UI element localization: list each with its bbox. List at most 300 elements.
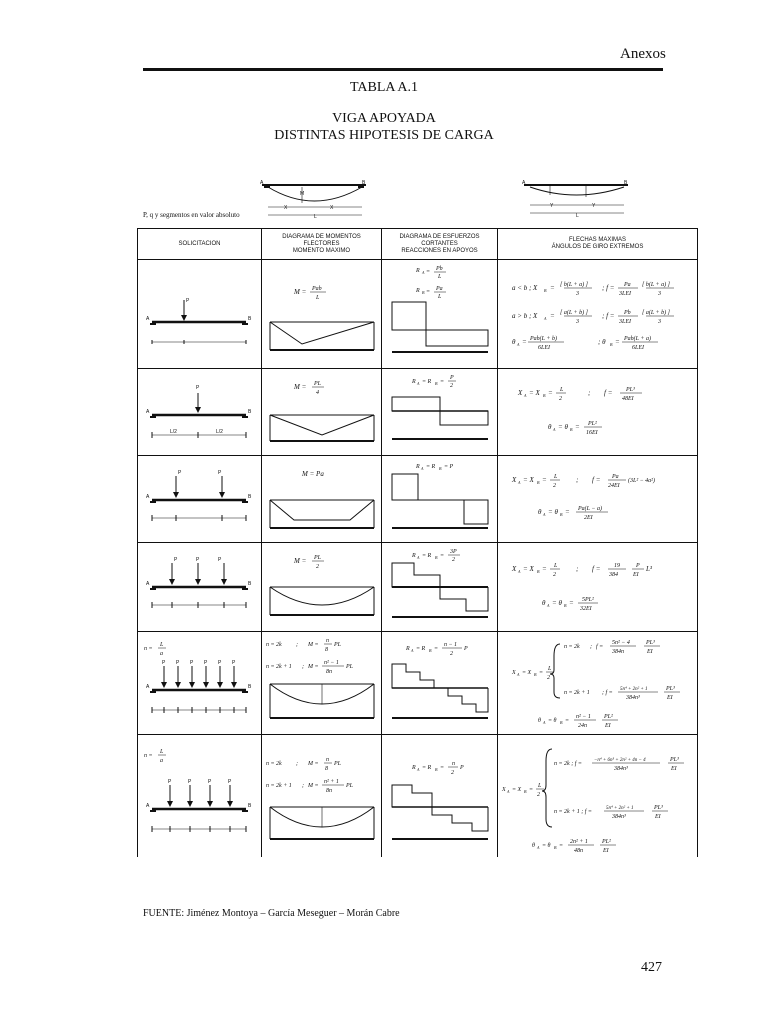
svg-text:P: P: [450, 375, 454, 381]
svg-text:n: n: [326, 638, 329, 644]
svg-text:=: =: [542, 476, 547, 484]
svg-text:Pb: Pb: [436, 266, 443, 272]
svg-text:; θ: ; θ: [598, 338, 606, 346]
svg-text:2: 2: [559, 396, 562, 402]
svg-text:2: 2: [553, 483, 556, 489]
svg-text:P: P: [464, 646, 468, 652]
svg-text:=: =: [615, 338, 620, 346]
svg-text:A: A: [146, 409, 150, 415]
header-solicitacion: SOLICITACION: [138, 229, 262, 260]
svg-text:384n: 384n: [612, 649, 624, 655]
shear-cell: [382, 260, 498, 369]
svg-text:= X: = X: [522, 670, 532, 676]
svg-text:Y: Y: [550, 203, 554, 209]
svg-text:= θ: = θ: [558, 423, 568, 431]
svg-text:=: =: [426, 269, 431, 275]
load-diagram: [138, 456, 262, 543]
svg-text:=: =: [522, 338, 527, 346]
svg-text:B: B: [610, 342, 613, 347]
moment-cell: [262, 260, 382, 369]
svg-text:2: 2: [451, 770, 454, 776]
svg-text:X: X: [512, 670, 516, 676]
svg-text:A: A: [146, 494, 150, 500]
svg-text:P: P: [188, 779, 192, 785]
svg-text:A: A: [422, 270, 425, 275]
svg-text:n − 1: n − 1: [444, 642, 458, 648]
svg-text:2: 2: [553, 572, 556, 578]
table-row: [138, 543, 698, 632]
svg-text:B: B: [524, 789, 527, 794]
svg-text:;: ;: [576, 565, 579, 573]
svg-text:=: =: [440, 379, 445, 385]
load-diagram: [138, 735, 262, 858]
svg-text:3P: 3P: [450, 549, 457, 555]
moment-diagram: [262, 632, 382, 734]
load-diagram: [138, 632, 262, 735]
deflection-cell: [498, 369, 698, 456]
svg-text:n = 2k + 1: n = 2k + 1: [266, 664, 292, 670]
svg-text:M =: M =: [294, 557, 307, 565]
svg-text:n =: n =: [144, 753, 153, 759]
svg-text:P: P: [196, 557, 200, 563]
svg-text:A: A: [518, 480, 521, 485]
svg-text:R: R: [416, 464, 420, 470]
deflection-cell: [498, 260, 698, 369]
svg-text:P: P: [208, 779, 212, 785]
load-diagram: [138, 543, 262, 632]
svg-text:= X: = X: [523, 476, 534, 484]
load-diagram: [138, 369, 262, 456]
svg-text:n: n: [326, 757, 329, 763]
shear-diagram: [382, 369, 498, 455]
svg-text:=: =: [565, 718, 570, 724]
svg-text:B: B: [560, 512, 563, 517]
svg-text:8: 8: [325, 647, 328, 653]
svg-text:R: R: [412, 379, 416, 385]
shear-diagram: [382, 543, 498, 631]
load-diagram: [138, 260, 262, 369]
deflection-cell: [498, 735, 698, 858]
svg-text:5PL²: 5PL²: [582, 597, 594, 603]
svg-text:n =: n =: [144, 646, 153, 652]
svg-text:f =: f =: [592, 565, 601, 573]
svg-text:R: R: [416, 268, 420, 274]
deflection-formulas: [498, 735, 698, 857]
section-header: Anexos: [620, 46, 666, 62]
svg-text:X: X: [284, 205, 288, 211]
svg-text:=: =: [569, 599, 574, 607]
svg-text:B: B: [570, 427, 573, 432]
svg-text:PL³: PL³: [654, 805, 663, 811]
svg-text:θ: θ: [532, 843, 535, 849]
svg-text:B: B: [248, 409, 252, 415]
svg-text:2: 2: [450, 651, 453, 657]
moment-cell: [262, 456, 382, 543]
svg-text:B: B: [564, 603, 567, 608]
svg-text:6LEI: 6LEI: [632, 345, 644, 351]
svg-text:a > b ; X: a > b ; X: [512, 312, 538, 320]
page-number: 427: [641, 960, 662, 975]
svg-text:A: A: [146, 316, 150, 322]
svg-text:M =: M =: [308, 664, 319, 670]
moment-diagram: [262, 543, 382, 631]
svg-text:P: P: [636, 563, 640, 569]
svg-text:L: L: [316, 295, 320, 301]
svg-text:A: A: [146, 581, 150, 587]
svg-text:X: X: [512, 476, 517, 484]
svg-text:3: 3: [576, 319, 579, 325]
svg-text:n = 2k + 1 ; f =: n = 2k + 1 ; f =: [554, 809, 592, 815]
svg-text:[ b(L + a) ]: [ b(L + a) ]: [560, 282, 588, 288]
svg-text:A: A: [517, 342, 520, 347]
svg-text:3LEI: 3LEI: [619, 291, 631, 297]
svg-text:B: B: [435, 555, 438, 560]
svg-text:P: P: [196, 385, 200, 391]
svg-text:A: A: [547, 603, 550, 608]
svg-text:R: R: [406, 646, 410, 652]
svg-text:2: 2: [316, 564, 319, 570]
svg-text:PL²: PL²: [602, 839, 611, 845]
beam-n-loads-variant: [138, 735, 262, 857]
svg-text:n: n: [452, 761, 455, 767]
moment-diagram: [262, 735, 382, 857]
svg-text:2: 2: [450, 383, 453, 389]
svg-text:Pab(L + b): Pab(L + b): [530, 336, 557, 342]
svg-text:A: A: [260, 180, 264, 186]
deflection-formulas: [498, 260, 698, 368]
svg-text:n = 2k: n = 2k: [564, 644, 580, 650]
shear-cell: [382, 543, 498, 632]
svg-text:A: A: [518, 569, 521, 574]
shear-diagram: [382, 260, 498, 368]
svg-text:[ a(L + b) ]: [ a(L + b) ]: [642, 310, 670, 316]
svg-text:L: L: [438, 274, 442, 280]
svg-text:16EI: 16EI: [586, 430, 598, 436]
svg-text:2: 2: [547, 675, 550, 681]
svg-text:M =: M =: [308, 783, 319, 789]
svg-text:A: A: [543, 720, 546, 725]
moment-diagram: [262, 369, 382, 455]
svg-text:A: A: [524, 393, 527, 398]
svg-text:Pab(L + a): Pab(L + a): [624, 336, 651, 342]
shear-diagram: [382, 735, 498, 857]
svg-text:L: L: [438, 294, 442, 300]
svg-text:L: L: [548, 666, 552, 672]
svg-text:19: 19: [614, 563, 620, 569]
svg-text:B: B: [362, 180, 366, 186]
svg-text:EI: EI: [603, 848, 609, 854]
svg-text:B: B: [554, 845, 557, 850]
svg-text:(3L² − 4a²): (3L² − 4a²): [628, 478, 655, 484]
svg-text:A: A: [417, 767, 420, 772]
moment-cell: [262, 543, 382, 632]
svg-text:B: B: [624, 180, 628, 186]
header-momentos: DIAGRAMA DE MOMENTOS FLECTORES MOMENTO MAXIMO: [262, 229, 382, 260]
svg-text:B: B: [248, 684, 252, 690]
deflection-cell: [498, 632, 698, 735]
svg-text:n = 2k: n = 2k: [266, 761, 282, 767]
source-footnote: FUENTE: Jiménez Montoya – García Meseguer – Morán Cabre: [143, 908, 400, 919]
svg-text:B: B: [248, 316, 252, 322]
svg-text:;: ;: [588, 389, 591, 397]
svg-text:θ: θ: [538, 718, 541, 724]
svg-text:B: B: [248, 581, 252, 587]
svg-text:2: 2: [537, 792, 540, 798]
svg-text:=: =: [529, 787, 534, 793]
svg-text:L: L: [538, 783, 542, 789]
svg-text:;: ;: [302, 783, 304, 789]
svg-text:Pa: Pa: [436, 286, 443, 292]
svg-text:= θ: = θ: [552, 599, 562, 607]
svg-text:B: B: [429, 648, 432, 653]
svg-text:X: X: [502, 787, 506, 793]
table-subtitle: [0, 110, 768, 144]
svg-text:A: A: [411, 648, 414, 653]
svg-text:PL: PL: [346, 783, 354, 789]
svg-text:A: A: [537, 845, 540, 850]
moment-diagram: [262, 260, 382, 368]
svg-text:B: B: [439, 466, 442, 471]
svg-text:PL: PL: [334, 761, 342, 767]
svg-text:Y: Y: [592, 203, 596, 209]
moment-cell: [262, 369, 382, 456]
svg-text:= θ: = θ: [548, 508, 558, 516]
svg-text:A: A: [507, 789, 510, 794]
svg-text:A: A: [421, 466, 424, 471]
svg-text:= θ: = θ: [542, 843, 551, 849]
svg-text:=: =: [550, 284, 555, 292]
svg-text:8: 8: [325, 766, 328, 772]
svg-text:A: A: [146, 684, 150, 690]
svg-text:R: R: [412, 553, 416, 559]
svg-text:EI: EI: [671, 766, 677, 772]
svg-text:=: =: [548, 389, 553, 397]
svg-text:=: =: [539, 670, 544, 676]
svg-text:M: M: [300, 191, 305, 197]
svg-text:P: P: [218, 557, 222, 563]
svg-text:B: B: [534, 672, 537, 677]
beam-single-eccentric-load: [138, 260, 262, 368]
shear-diagram: [382, 456, 498, 542]
svg-text:[ a(L + b) ]: [ a(L + b) ]: [560, 310, 588, 316]
svg-text:; f =: ; f =: [602, 284, 615, 292]
svg-text:6LEI: 6LEI: [538, 345, 550, 351]
svg-text:3LEI: 3LEI: [619, 319, 631, 325]
svg-text:B: B: [543, 393, 546, 398]
svg-text:M =: M =: [294, 383, 307, 391]
subtitle-line-1: VIGA APOYADA: [332, 111, 436, 126]
svg-text:P: P: [178, 470, 182, 476]
svg-text:B: B: [537, 480, 540, 485]
svg-text:;: ;: [576, 476, 579, 484]
svg-text:PL²: PL²: [588, 421, 597, 427]
svg-text:A: A: [417, 381, 420, 386]
svg-text:PL: PL: [314, 555, 322, 561]
svg-text:M =: M =: [308, 761, 319, 767]
svg-text:B: B: [544, 288, 547, 293]
beam-n-loads: [138, 632, 262, 734]
svg-text:L: L: [160, 749, 164, 755]
svg-text:; f =: ; f =: [602, 690, 613, 696]
header-cortantes: DIAGRAMA DE ESFUERZOS CORTANTES REACCIONES EN APOYOS: [382, 229, 498, 260]
svg-text:48n: 48n: [574, 848, 583, 854]
svg-text:5n⁴ + 2n² + 1: 5n⁴ + 2n² + 1: [606, 806, 634, 811]
svg-text:[ b(L + a) ]: [ b(L + a) ]: [642, 282, 670, 288]
deflection-formulas: [498, 632, 698, 734]
svg-text:R: R: [416, 288, 420, 294]
svg-text:=: =: [440, 553, 445, 559]
svg-text:Pa: Pa: [624, 282, 631, 288]
svg-text:Pb: Pb: [624, 310, 631, 316]
svg-text:a < b ; X: a < b ; X: [512, 284, 538, 292]
svg-text:a: a: [160, 651, 163, 657]
svg-text:2n² + 1: 2n² + 1: [570, 839, 588, 845]
svg-text:n = 2k + 1: n = 2k + 1: [266, 783, 292, 789]
svg-text:2: 2: [452, 557, 455, 563]
svg-text:P: P: [228, 779, 232, 785]
svg-text:−n⁴ + 6n³ + 2n² + 4n − 4: −n⁴ + 6n³ + 2n² + 4n − 4: [594, 758, 646, 763]
svg-text:;: ;: [296, 642, 298, 648]
header-flechas: FLECHAS MAXIMAS ÁNGULOS DE GIRO EXTREMOS: [498, 229, 698, 260]
svg-text:= R: = R: [422, 765, 432, 771]
svg-text:B: B: [560, 720, 563, 725]
svg-text:PL³: PL³: [626, 387, 635, 393]
table-title: TABLA A.1: [349, 80, 419, 95]
svg-text:;: ;: [302, 664, 304, 670]
shear-cell: [382, 632, 498, 735]
svg-text:R: R: [412, 765, 416, 771]
svg-text:n² − 1: n² − 1: [324, 660, 339, 666]
table-row: [138, 632, 698, 735]
svg-text:P: P: [232, 660, 236, 666]
svg-text:P: P: [460, 765, 464, 771]
svg-text:PL²: PL²: [604, 714, 613, 720]
svg-text:= R: = R: [416, 646, 426, 652]
moment-diagram: [262, 456, 382, 542]
deflection-cell: [498, 543, 698, 632]
svg-text:384: 384: [609, 572, 618, 578]
svg-text:24EI: 24EI: [608, 483, 620, 489]
subtitle-line-2: DISTINTAS HIPOTESIS DE CARGA: [274, 128, 494, 143]
svg-text:L: L: [314, 214, 317, 220]
svg-text:Pa(L − a): Pa(L − a): [578, 506, 602, 512]
svg-text:A: A: [543, 512, 546, 517]
svg-text:3: 3: [576, 291, 579, 297]
shear-cell: [382, 735, 498, 858]
svg-text:P: P: [186, 298, 190, 304]
svg-text:32EI: 32EI: [580, 606, 592, 612]
svg-text:Pab: Pab: [312, 286, 322, 292]
table-row: [138, 260, 698, 369]
note-text: P, q y segmentos en valor absoluto: [143, 211, 240, 219]
svg-text:P: P: [168, 779, 172, 785]
svg-text:B: B: [248, 494, 252, 500]
svg-text:P: P: [204, 660, 208, 666]
svg-text:3: 3: [658, 291, 661, 297]
svg-text:=: =: [440, 765, 445, 771]
svg-text:8n: 8n: [326, 669, 332, 675]
svg-text:= θ: = θ: [548, 718, 557, 724]
svg-text:5n⁴ + 2n² + 1: 5n⁴ + 2n² + 1: [620, 687, 648, 692]
svg-text:n² + 1: n² + 1: [324, 779, 339, 785]
table-header-row: [138, 229, 698, 260]
svg-text:P: P: [218, 660, 222, 666]
svg-text:P: P: [174, 557, 178, 563]
svg-text:= P: = P: [444, 464, 454, 470]
svg-text:=: =: [426, 289, 431, 295]
svg-text:=: =: [565, 508, 570, 516]
header-rule: [143, 68, 663, 71]
svg-text:=: =: [542, 565, 547, 573]
svg-text:A: A: [522, 180, 526, 186]
svg-text:L: L: [160, 642, 164, 648]
svg-text:L: L: [576, 213, 579, 219]
svg-text:2EI: 2EI: [584, 515, 593, 521]
svg-text:EI: EI: [633, 572, 639, 578]
moment-cell: [262, 735, 382, 858]
svg-text:L/2: L/2: [170, 429, 177, 435]
svg-text:EI: EI: [605, 723, 611, 729]
svg-text:L: L: [554, 563, 558, 569]
svg-text:=: =: [550, 312, 555, 320]
svg-text:B: B: [422, 290, 425, 295]
svg-text:5n² − 4: 5n² − 4: [612, 640, 630, 646]
svg-text:A: A: [146, 803, 150, 809]
svg-text:= R: = R: [422, 553, 432, 559]
beam-central-load: [138, 369, 262, 455]
svg-text:8n: 8n: [326, 788, 332, 794]
svg-text:B: B: [537, 569, 540, 574]
svg-text:n = 2k + 1: n = 2k + 1: [564, 690, 590, 696]
svg-text:L: L: [554, 474, 558, 480]
svg-text:A: A: [553, 427, 556, 432]
svg-text:= X: = X: [529, 389, 540, 397]
svg-text:f =: f =: [596, 644, 604, 650]
svg-text:384n³: 384n³: [614, 766, 628, 772]
svg-text:P: P: [162, 660, 166, 666]
svg-text:n = 2k ; f =: n = 2k ; f =: [554, 761, 582, 767]
svg-text:3: 3: [658, 319, 661, 325]
svg-text:= R: = R: [426, 464, 436, 470]
svg-text:θ: θ: [538, 508, 542, 516]
svg-text:; f =: ; f =: [602, 312, 615, 320]
svg-text:M = Pa: M = Pa: [302, 470, 324, 478]
shear-cell: [382, 456, 498, 543]
svg-text:PL³: PL³: [670, 757, 679, 763]
beam-two-loads: [138, 456, 262, 542]
svg-text:L/2: L/2: [216, 429, 223, 435]
svg-text:B: B: [435, 767, 438, 772]
svg-text:n² − 1: n² − 1: [576, 714, 591, 720]
moment-cell: [262, 632, 382, 735]
svg-text:=: =: [434, 646, 439, 652]
table-row: [138, 369, 698, 456]
svg-text:= X: = X: [523, 565, 534, 573]
svg-text:A: A: [517, 672, 520, 677]
svg-text:A: A: [417, 555, 420, 560]
svg-text:384n³: 384n³: [612, 814, 626, 820]
svg-text:;: ;: [296, 761, 298, 767]
svg-text:A: A: [544, 316, 547, 321]
svg-text:PL: PL: [314, 381, 322, 387]
svg-text:f =: f =: [592, 476, 601, 484]
deflection-cell: [498, 456, 698, 543]
deflection-formulas: [498, 543, 698, 631]
deflection-formulas: [498, 456, 698, 542]
svg-text:48EI: 48EI: [622, 396, 634, 402]
svg-text:P: P: [176, 660, 180, 666]
table-row: [138, 735, 698, 858]
